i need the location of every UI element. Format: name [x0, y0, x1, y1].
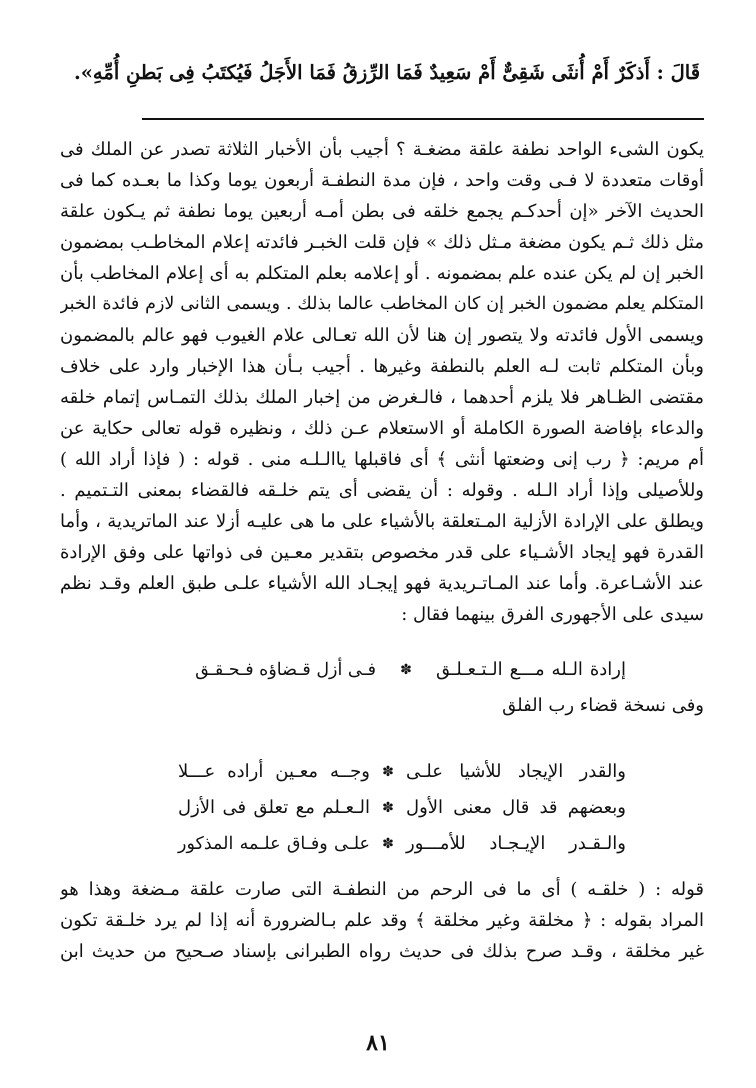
hadith-header-text: قَالَ : أَذكَرٌ أَمْ أُنثَى شَقِىٌّ أَمْ سَعِيدٌ فَمَا الرِّزقُ فَمَا الأَجَلُ فَيُكتَبُ فِى بَطنِ أُمِّهِ».: [73, 61, 701, 85]
body-line: الحديث الآخر «إن أحدكـم يجمع خلقه فى بطن أمـه أربعين يوما نطفة ثم يـكون علقة: [60, 201, 704, 222]
hadith-header: [70, 38, 704, 108]
verse-separator-icon: ✽: [382, 764, 394, 780]
body-line: مقتضى الظـاهر فلا يلزم أحدهما ، فالـغرض من إخبار الملك بذلك التمـاس إتمام خلقه: [60, 387, 704, 408]
body-line: المتكلم يعلم مضمون الخبر إن كان المخاطب عالما بذلك . ويسمى الثانى لازم فائدة الخبر: [60, 294, 704, 314]
poem-verse: [60, 652, 704, 688]
poem-hemistich-right: والقدر الإيجاد للأشيا علـى: [406, 761, 626, 782]
body-line: القدرة فهو إيجاد الأشـياء على قدر مخصوص بتقدير معـين فى ذواتها على وفق الإرادة: [60, 542, 704, 563]
page-number: ٨١: [366, 1030, 390, 1056]
body-line: ويسمى الأول فائدته ولا يتصور إن هنا لأن الله تعـالى علام الغيوب فهو عالم بالمضمون: [60, 325, 704, 346]
poem-hemistich-left: علـى وفـاق علـمه المذكور: [178, 834, 370, 854]
body-line: وللأصيلى وإذا أراد الـله . وقوله : أن يقضى أى يتم خلـقه فالقضاء بمعنى التـتميم .: [60, 480, 704, 501]
poem-verse: [60, 754, 704, 790]
body-line: عند الأشـاعرة. وأما عند المـاتـريدية فهو إيجـاد الله الأشياء علـى طبق العلم وقـد نظم: [60, 573, 704, 594]
body-line: غير مخلقة ، وقـد صرح بذلك فى حديث رواه الطبرانى بإسناد صـحيح من حديث ابن: [60, 941, 704, 962]
verse-separator-icon: ✽: [382, 836, 394, 852]
poem-first-verse: [60, 652, 704, 688]
body-line: وبأن المتكلم ثابت لـه العلم بالنطفة وغيرها . أجيب بـأن هذا الإخبار وارد على خلاف: [60, 356, 704, 377]
poem-hemistich-left: فـى أزل قـضاؤه فـحـقـق: [195, 660, 376, 680]
poem-hemistich-right: والـقـدر الإيـجـاد للأمـــور: [406, 833, 626, 854]
poem-variant-note: وفى نسخة قضاء رب الفلق: [502, 695, 704, 716]
poem-hemistich-left: وجــه معـين أراده عـــلا: [178, 761, 370, 782]
body-line: أوقات متعددة لا فـى وقت واحد ، فإن مدة النطفـة أربعون يوما وكذا ما بعـده كما فى: [60, 170, 704, 191]
poem-verse: [60, 790, 704, 826]
poem-verse: [60, 826, 704, 862]
body-line: المراد بقوله : ﴿ مخلقة وغير مخلقة ﴾ وقد علم بـالضرورة أنه إذا لم يرد خلـقة تكون: [60, 910, 704, 931]
poem-hemistich-right: إرادة الـله مـــع الـتـعـلـق: [436, 659, 626, 680]
body-line: ويطلق على الإرادة الأزلية المـتعلقة بالأشياء على ما هى عليـه أزلا عند الماتريدية ، وأما: [60, 511, 704, 532]
poem-verses: [60, 754, 704, 862]
body-line: يكون الشىء الواحد نطفة علقة مضغـة ؟ أجيب بأن الأخبار الثلاثة تصدر عن الملك فى: [60, 139, 704, 160]
verse-separator-icon: ✽: [382, 800, 394, 816]
body-line: قوله : ( خلقـه ) أى ما فى الرحم من النطفـة التى صارت علقة مـضغة وهذا هو: [60, 879, 704, 900]
body-line: مثل ذلك ثـم يكون مضغة مـثل ذلك » فإن قلت الخبـر فائدته إعلام المخاطـب بمضمون: [60, 232, 704, 253]
body-line: أم مريم: ﴿ رب إنى وضعتها أنثى ﴾ أى فاقبلها ياالـلـه منى . قوله : ( فإذا أراد الله ): [60, 449, 704, 470]
commentary-body: [60, 134, 704, 630]
header-divider: [142, 118, 704, 120]
poem-hemistich-left: الـعـلم مع تعلق فى الأزل: [178, 797, 370, 818]
commentary-continuation: [60, 874, 704, 967]
poem-hemistich-right: وبعضهم قد قال معنى الأول: [406, 797, 626, 818]
verse-separator-icon: ✽: [400, 662, 412, 678]
body-line: الخبر إن لم يكن عنده علم بمضمونه . أو إعلامه بعلم المتكلم به أى إعلام المخاطب بأن: [60, 263, 704, 284]
body-line: والدعاء بإفاضة الصورة الكاملة أو الاستعلام عـن ذلك ، ونظيره قوله تعالى حكاية عن: [60, 418, 704, 439]
body-line: سيدى على الأجهورى الفرق بينهما فقال :: [401, 604, 704, 625]
